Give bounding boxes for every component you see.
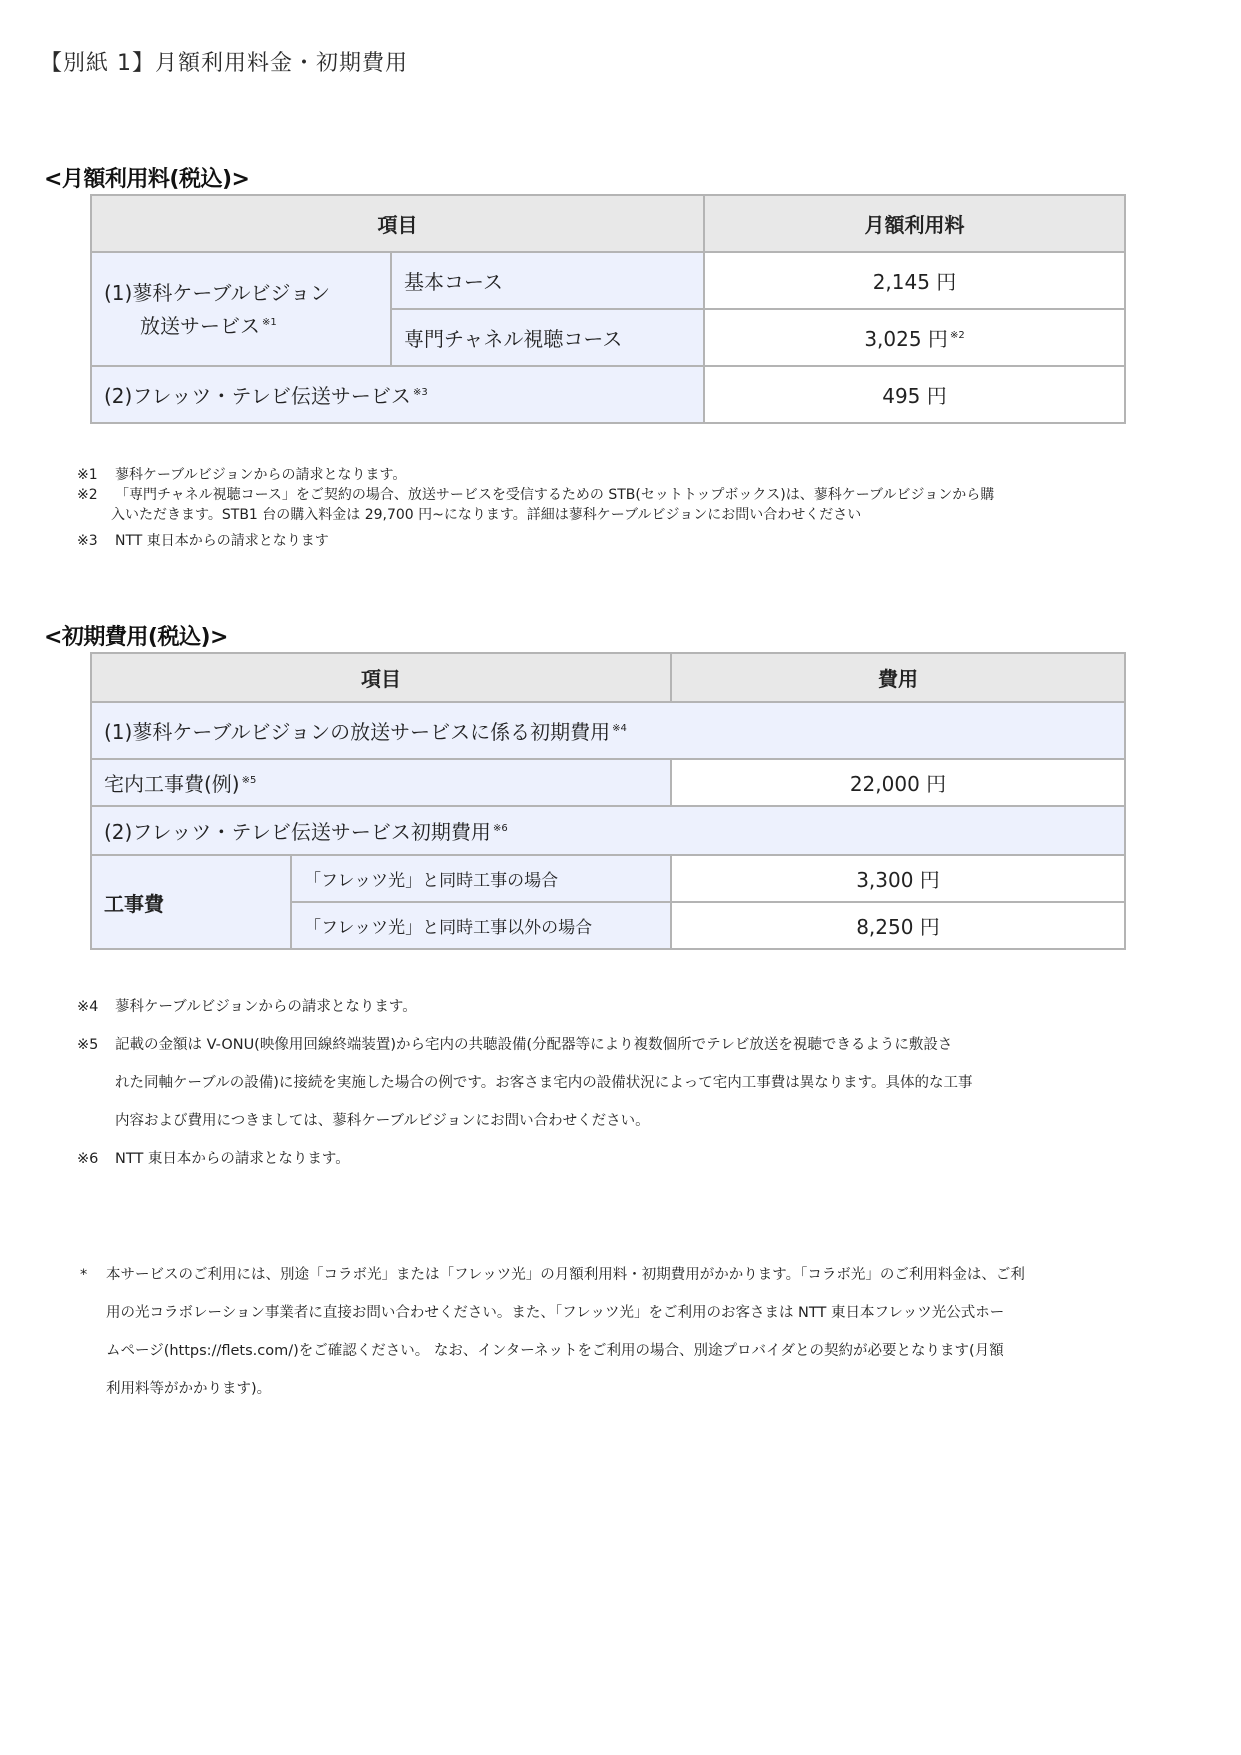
work-other-fee: 8,250 円 — [671, 902, 1125, 949]
cable-vision-initial-label: (1)蓼科ケーブルビジョンの放送サービスに係る初期費用 $^{※4}$ — [91, 702, 1125, 759]
work-simultaneous-label: 「フレッツ光」と同時工事の場合 — [291, 855, 671, 902]
course-specialty-channel: 専門チャネル視聴コース — [391, 309, 704, 366]
fee-basic: 2,145 円 — [704, 252, 1125, 309]
fee-flets-tv: 495 円 — [704, 366, 1125, 423]
monthly-section-title: <月額利用料(税込)> — [44, 167, 250, 192]
note-5-line3: 内容および費用につきましては、蓼科ケーブルビジョンにお問い合わせください。 — [115, 1113, 650, 1129]
note-4: ※4 蓼科ケーブルビジョンからの請求となります。 — [77, 999, 417, 1015]
work-simultaneous-fee: 3,300 円 — [671, 855, 1125, 902]
initial-fee-table — [90, 652, 1126, 950]
note-5: ※5 記載の金額は V-ONU(映像用回線終端装置)から宅内の共聴設備(分配器等により複数個所でテレビ放送を視聴できるように敷設さ — [77, 1037, 953, 1053]
monthly-fee-table — [90, 194, 1126, 424]
header-item: 項目 — [91, 653, 671, 702]
header-monthly-fee: 月額利用料 — [704, 195, 1125, 252]
work-fee-label: 工事費 — [91, 855, 291, 949]
header-item: 項目 — [91, 195, 704, 252]
note-5-line2: れた同軸ケーブルの設備)に接続を実施した場合の例です。お客さま宅内の設備状況によって宅内工事費は異なります。具体的な工事 — [115, 1075, 973, 1091]
document-title: 【別紙 1】月額利用料金・初期費用 — [40, 51, 408, 76]
initial-section-title: <初期費用(税込)> — [44, 625, 228, 650]
cable-vision-broadcast-label: (1)蓼科ケーブルビジョン 放送サービス $^{※1}$ — [91, 252, 391, 366]
note-6: ※6 NTT 東日本からの請求となります。 — [77, 1151, 350, 1167]
monthly-notes — [77, 465, 1197, 551]
footer-line-1: * 本サービスのご利用には、別途「コラボ光」または「フレッツ光」の月額利用料・初期費用がかかります。「コラボ光」のご利用料金は、ご利 — [80, 1267, 1025, 1283]
initial-notes — [77, 988, 1197, 1178]
note-2-cont: 入いただきます。STB1 台の購入料金は 29,700 円~になります。詳細は蓼科ケーブルビジョンにお問い合わせください — [111, 507, 862, 523]
flets-tv-initial-label: (2)フレッツ・テレビ伝送サービス初期費用 $^{※6}$ — [91, 806, 1125, 855]
header-fee: 費用 — [671, 653, 1125, 702]
fee-specialty-channel: 3,025 円 $^{※2}$ — [704, 309, 1125, 366]
footer-note — [80, 1256, 1200, 1408]
footer-line-4: 利用料等がかかります)。 — [106, 1381, 272, 1397]
flets-tv-transmission-label: (2)フレッツ・テレビ伝送サービス $^{※3}$ — [91, 366, 704, 423]
footer-line-3: ムページ(https://flets.com/)をご確認ください。 なお、インターネットをご利用の場合、別途プロバイダとの契約が必要となります(月額 — [106, 1343, 1004, 1359]
course-basic: 基本コース — [391, 252, 704, 309]
note-2: ※2 「専門チャネル視聴コース」をご契約の場合、放送サービスを受信するための STB(セットトップボックス)は、蓼科ケーブルビジョンから購 — [77, 487, 995, 503]
home-work-fee-label: 宅内工事費(例) $^{※5}$ — [91, 759, 671, 806]
footer-line-2: 用の光コラボレーション事業者に直接お問い合わせください。また、「フレッツ光」をご利用のお客さまは NTT 東日本フレッツ光公式ホー — [106, 1305, 1005, 1321]
note-3: ※3 NTT 東日本からの請求となります — [77, 533, 329, 549]
work-other-label: 「フレッツ光」と同時工事以外の場合 — [291, 902, 671, 949]
home-work-fee: 22,000 円 — [671, 759, 1125, 806]
note-1: ※1 蓼科ケーブルビジョンからの請求となります。 — [77, 467, 407, 483]
